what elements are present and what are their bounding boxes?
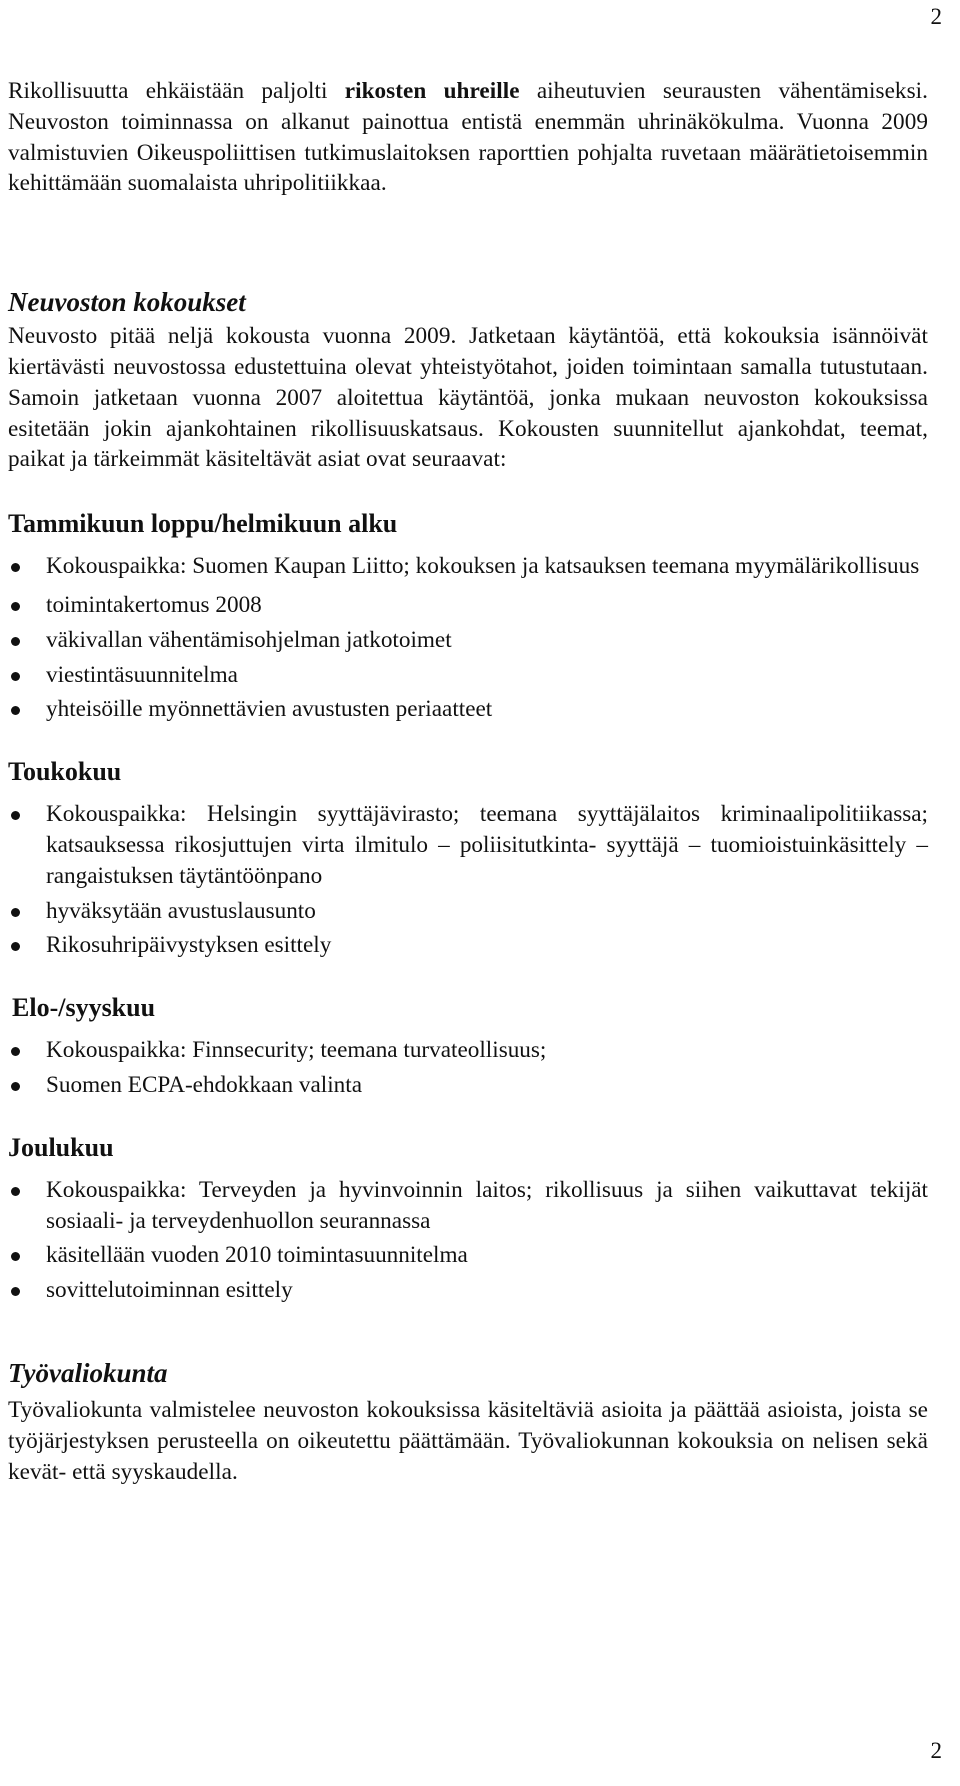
- document-body: [8, 76, 928, 1487]
- list-item: yhteisöille myönnettävien avustusten periaatteet: [8, 694, 928, 725]
- list-item: sovittelutoiminnan esittely: [8, 1275, 928, 1306]
- list-item: Kokouspaikka: Finnsecurity; teemana turvateollisuus;: [8, 1035, 928, 1066]
- bullet-icon: [11, 942, 20, 951]
- bullet-icon: [11, 1187, 20, 1196]
- list-item: Kokouspaikka: Terveyden ja hyvinvoinnin laitos; rikollisuus ja siihen vaikuttavat tekijät sosiaali- ja terveydenhuollon seurannassa: [8, 1175, 928, 1237]
- bullet-icon: [11, 811, 20, 820]
- bullet-icon: [11, 1082, 20, 1091]
- section-list-january: [8, 551, 928, 725]
- bullet-icon: [11, 706, 20, 715]
- meetings-paragraph: Neuvosto pitää neljä kokousta vuonna 2009. Jatketaan käytäntöä, että kokouksia isännöivät kiertävästi neuvostossa edustettuina olevat yhteistyötahot, joiden toimintaan samalla tutustutaan. Samoin jatketaan vuonna 2007 aloitettua käytäntöä, jonka mukaan neuvoston kokouksissa esitetään jokin ajankohtainen rikollisuuskatsaus. Kokousten suunnitellut ajankohdat, teemat, paikat ja tärkeimmät käsiteltävät asiat ovat seuraavat:: [8, 323, 928, 473]
- section-title-august: Elo-/syyskuu: [12, 993, 156, 1023]
- intro-bold-text: rikosten uhreille: [344, 78, 520, 104]
- page-number-bottom: 2: [930, 1738, 942, 1763]
- meetings-heading: Neuvoston kokoukset: [8, 287, 246, 318]
- section-title-may: Toukokuu: [8, 757, 122, 787]
- list-item: Rikosuhripäivystyksen esittely: [8, 930, 928, 961]
- list-item: käsitellään vuoden 2010 toimintasuunnitelma: [8, 1240, 928, 1271]
- section-list-december: [8, 1175, 928, 1306]
- section-title-december: Joulukuu: [8, 1132, 114, 1162]
- list-item: Kokouspaikka: Suomen Kaupan Liitto; kokouksen ja katsauksen teemana myymälärikollisuus: [8, 551, 928, 582]
- section-list-may: [8, 799, 928, 961]
- list-item: Kokouspaikka: Helsingin syyttäjävirasto; teemana syyttäjälaitos kriminaalipolitiikassa; katsauksessa rikosjuttujen virta ilmitulo – poliisitutkinta- syyttäjä – tuomioistuinkäsittely – rangaistuksen täytäntöönpano: [8, 799, 928, 891]
- bullet-icon: [11, 602, 20, 611]
- section-title-january: Tammikuun loppu/helmikuun alku: [8, 509, 398, 539]
- list-item: hyväksytään avustuslausunto: [8, 896, 928, 927]
- working-committee-paragraph: Työvaliokunta valmistelee neuvoston kokouksissa käsiteltäviä asioita ja päättää asioista, joista se työjärjestyksen perusteella on oikeutettu päättämään. Työvaliokunnan kokouksia on nelisen sekä kevät- että syyskaudella.: [8, 1396, 928, 1485]
- working-committee-heading: Työvaliokunta: [8, 1357, 168, 1388]
- list-item: viestintäsuunnitelma: [8, 660, 928, 691]
- bullet-icon: [11, 637, 20, 646]
- section-list-august: [8, 1035, 928, 1101]
- list-item: Suomen ECPA-ehdokkaan valinta: [8, 1070, 928, 1101]
- bullet-icon: [11, 1047, 20, 1056]
- bullet-icon: [11, 1252, 20, 1261]
- bullet-icon: [11, 672, 20, 681]
- bullet-icon: [11, 908, 20, 917]
- list-item: toimintakertomus 2008: [8, 590, 928, 621]
- bullet-icon: [11, 1287, 20, 1296]
- intro-paragraph: [8, 76, 928, 199]
- intro-text-start: Rikollisuutta ehkäistään paljolti: [8, 78, 345, 104]
- list-item: väkivallan vähentämisohjelman jatkotoimet: [8, 625, 928, 656]
- page-number-top: 2: [930, 4, 942, 29]
- bullet-icon: [11, 563, 20, 572]
- intro-text-end: aiheutuvien seurausten vähentämiseksi. Neuvoston toiminnassa on alkanut painottua entistä enemmän uhrinäkökulma. Vuonna 2009 valmistuvien Oikeuspoliittisen tutkimuslaitoksen raporttien pohjalta ruvetaan määrätietoisemmin kehittämään suomalaista uhripolitiikkaa.: [8, 78, 928, 197]
